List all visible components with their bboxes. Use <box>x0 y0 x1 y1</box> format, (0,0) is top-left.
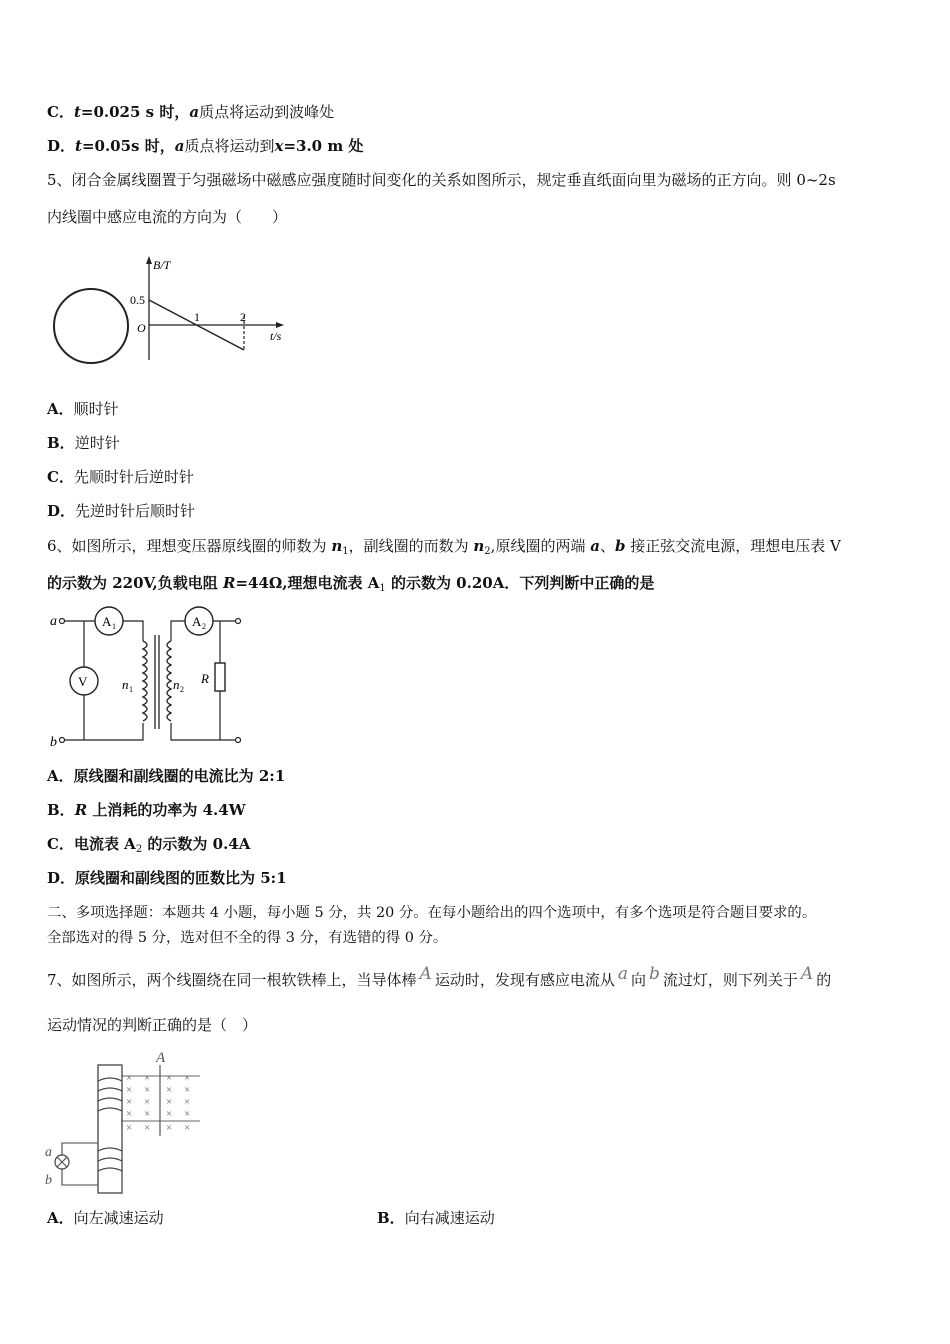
x-axis-arrow <box>276 322 284 328</box>
svg-text:n: n <box>173 677 180 692</box>
terminal-a <box>60 619 65 624</box>
q7-option-b: B．向右减速运动 <box>377 1209 495 1227</box>
y-tick-label: 0.5 <box>130 293 145 307</box>
label-b-small: b <box>45 1173 52 1188</box>
q6-transformer-figure <box>48 603 258 753</box>
section2-heading-line1: 二、多项选择题：本题共 4 小题，每小题 5 分，共 20 分。在每小题给出的四个选项中，有多个选项是符合题目要求的。 <box>47 905 817 921</box>
q6-stem-line1: 6、如图所示，理想变压器原线圈的师数为 $n_1$，副线圈的而数为 $n_2$,原线圈的两端 a、b 接正弦交流电源，理想电压表 V <box>47 537 841 557</box>
q7-stem-line1: 7、如图所示，两个线圈绕在同一根软铁棒上，当导体棒 A 运动时，发现有感应电流从 a 向 b 流过灯，则下列关于 A 的 <box>47 964 832 989</box>
label-a: a <box>50 614 57 629</box>
resistor-r <box>215 663 225 691</box>
q4-option-d: D．t=0.05s 时，a质点将运动到x=3.0 m 处 <box>47 137 364 155</box>
svg-text:R: R <box>201 671 209 686</box>
field-cross: × <box>126 1108 133 1120</box>
field-cross: × <box>166 1084 173 1096</box>
field-cross: × <box>144 1084 151 1096</box>
field-cross: × <box>184 1108 191 1120</box>
q4-option-c: C．t=0.025 s 时，a质点将运动到波峰处 <box>47 103 335 121</box>
lamp-wire-bottom <box>62 1169 98 1185</box>
lower-coil <box>98 1148 122 1171</box>
section2-heading-line2: 全部选对的得 5 分，选对但不全的得 3 分，有选错的得 0 分。 <box>47 930 448 946</box>
svg-text:A: A <box>192 614 202 629</box>
q7-option-a: A．向左减速运动 <box>47 1209 164 1227</box>
secondary-top-wire <box>171 621 185 641</box>
q5-option-c: C．先顺时针后逆时针 <box>47 468 194 486</box>
field-cross: × <box>126 1084 133 1096</box>
svg-text:2: 2 <box>180 685 184 694</box>
label-b: b <box>50 735 57 750</box>
label-a-small: a <box>45 1145 52 1160</box>
q6-option-b: B．R 上消耗的功率为 4.4W <box>47 801 246 819</box>
q7-figure <box>40 1043 210 1198</box>
field-cross: × <box>144 1072 151 1084</box>
field-cross: × <box>166 1096 173 1108</box>
x-axis-label: t/s <box>270 329 282 343</box>
q6-stem-line2: 的示数为 220V,负载电阻 R=44Ω,理想电流表 $A_1$ 的示数为 0.20A．下列判断中正确的是 <box>47 574 655 594</box>
y-axis-arrow <box>146 256 152 264</box>
field-cross: × <box>166 1108 173 1120</box>
field-cross: × <box>126 1122 133 1134</box>
q7-stem-line2: 运动情况的判断正确的是（ ） <box>47 1016 258 1034</box>
svg-text:n: n <box>122 677 129 692</box>
primary-bottom-wire <box>65 723 143 740</box>
field-cross: × <box>126 1096 133 1108</box>
field-cross: × <box>166 1072 173 1084</box>
field-cross: × <box>184 1122 191 1134</box>
terminal-out-top <box>236 619 241 624</box>
field-cross: × <box>166 1122 173 1134</box>
q6-option-c: C．电流表 $A_2$ 的示数为 0.4A <box>47 835 251 855</box>
terminal-out-bottom <box>236 738 241 743</box>
secondary-coil <box>167 641 171 721</box>
origin-label: O <box>137 321 146 335</box>
y-axis-label: B/T <box>153 258 171 272</box>
field-cross: × <box>184 1084 191 1096</box>
q5-figure <box>48 250 298 375</box>
lamp-wire <box>62 1143 98 1155</box>
rod-label-a: A <box>156 1050 166 1066</box>
coil-circle <box>54 289 128 363</box>
field-cross: × <box>144 1108 151 1120</box>
primary-wire-to-coil <box>123 621 143 641</box>
secondary-bottom-wire <box>171 723 235 740</box>
field-cross: × <box>126 1072 133 1084</box>
q5-option-b: B．逆时针 <box>47 434 120 452</box>
svg-text:A: A <box>102 614 112 629</box>
upper-coil <box>98 1078 122 1111</box>
svg-text:1: 1 <box>112 622 116 631</box>
q5-stem-line1: 5、闭合金属线圈置于匀强磁场中磁感应强度随时间变化的关系如图所示，规定垂直纸面向里为磁场的正方向。则 0~2s <box>47 171 836 189</box>
x-tick-2: 2 <box>240 310 246 324</box>
soft-iron-rod <box>98 1065 122 1193</box>
q5-option-d: D．先逆时针后顺时针 <box>47 502 196 520</box>
svg-text:2: 2 <box>202 622 206 631</box>
magnetic-field-crosses <box>126 1072 190 1134</box>
field-cross: × <box>144 1122 151 1134</box>
svg-text:V: V <box>78 674 88 689</box>
field-cross: × <box>184 1072 191 1084</box>
q5-stem-line2: 内线圈中感应电流的方向为（ ） <box>47 208 288 226</box>
q6-option-a: A．原线圈和副线圈的电流比为 2:1 <box>47 767 286 785</box>
field-cross: × <box>184 1096 191 1108</box>
terminal-b <box>60 738 65 743</box>
field-cross: × <box>144 1096 151 1108</box>
x-tick-1: 1 <box>194 310 200 324</box>
q6-option-d: D．原线圈和副线图的匝数比为 5:1 <box>47 869 287 887</box>
svg-text:1: 1 <box>129 685 133 694</box>
primary-coil <box>143 641 147 721</box>
q5-option-a: A．顺时针 <box>47 400 119 418</box>
